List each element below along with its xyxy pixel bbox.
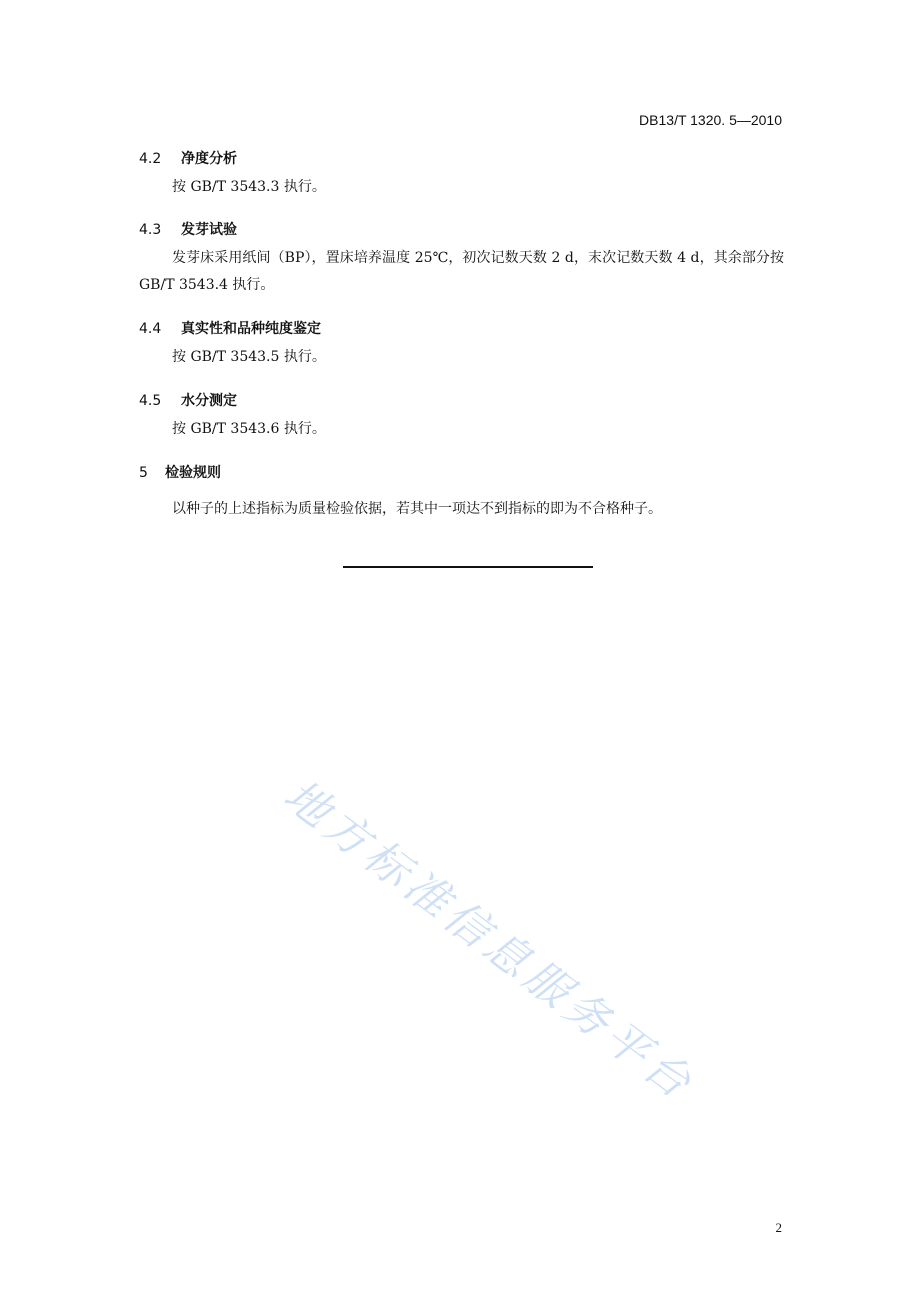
page-number: 2 xyxy=(775,1220,782,1235)
section-4-5-body: 按 GB/T 3543.6 执行。 xyxy=(172,421,326,437)
section-4-2-heading xyxy=(139,148,237,168)
section-number: 5 xyxy=(139,465,148,481)
watermark: 地方标准信息服务平台 xyxy=(274,769,705,1112)
section-4-2-body: 按 GB/T 3543.3 执行。 xyxy=(172,179,326,195)
section-number: 4.5 xyxy=(139,393,162,409)
section-5-heading xyxy=(139,462,221,482)
section-4-4-heading xyxy=(139,318,321,338)
document-code: DB13/T 1320. 5—2010 xyxy=(639,112,782,128)
section-title: 真实性和品种纯度鉴定 xyxy=(181,321,321,337)
section-4-3-body: 发芽床采用纸间（BP），置床培养温度 25℃，初次记数天数 2 d，末次记数天数 4 d，其余部分按 GB/T 3543.4 执行。 xyxy=(139,250,784,293)
section-number: 4.4 xyxy=(139,321,162,337)
section-number: 4.3 xyxy=(139,222,162,238)
section-4-5-heading xyxy=(139,390,237,410)
section-4-3-heading xyxy=(139,219,237,239)
section-title: 净度分析 xyxy=(181,151,237,167)
section-number: 4.2 xyxy=(139,151,162,167)
section-title: 发芽试验 xyxy=(181,222,237,238)
end-rule xyxy=(343,566,593,568)
section-title: 水分测定 xyxy=(181,393,237,409)
section-4-4-body: 按 GB/T 3543.5 执行。 xyxy=(172,349,326,365)
section-title: 检验规则 xyxy=(165,465,221,481)
section-5-body: 以种子的上述指标为质量检验依据，若其中一项达不到指标的即为不合格种子。 xyxy=(172,501,662,517)
